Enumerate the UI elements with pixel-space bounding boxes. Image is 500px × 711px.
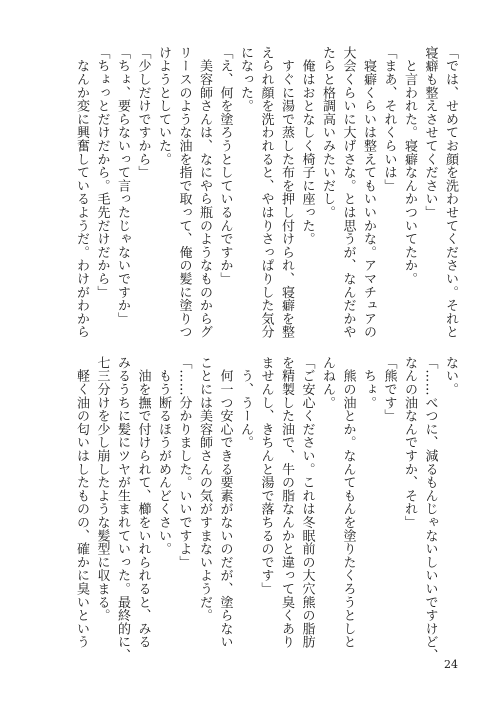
- text-block-upper: [40, 46, 460, 339]
- text-line: と言われた。寝癖なんかついてたか。: [402, 46, 417, 286]
- text-line: 「ご安心ください。これは冬眠前の大穴熊の脂肪: [299, 356, 315, 649]
- text-line: 「少しだけですから」: [135, 46, 151, 179]
- text-line: 軽く油の匂いはしたものの、確かに臭いという: [74, 356, 89, 649]
- text-line: ませんし、きちんと湯で落ちるのです」: [258, 356, 274, 596]
- text-line: 「熊です」: [381, 356, 397, 423]
- text-line: 大会くらいに大げさな。とは思うが、なんだかや: [340, 46, 356, 339]
- page-number: 24: [444, 658, 458, 671]
- text-line: んねん。: [320, 356, 335, 410]
- text-line: 「では、せめてお顔を洗わせてください。それと: [443, 46, 458, 339]
- text-line: 「……べつに、減るもんじゃないしいいですけど、: [422, 356, 438, 662]
- text-line: 油を撫で付けられて、櫛をいれられると、みる: [135, 356, 151, 649]
- text-line: もう断るほうがめんどくさい。: [156, 356, 171, 556]
- text-line: を精製した油で、牛の脂なんかと違って臭くあり: [279, 356, 294, 649]
- text-line: う、うーん。: [238, 356, 253, 450]
- text-line: 「ちょ、要らないって言ったじゃないですか」: [115, 46, 130, 326]
- text-line: 美容師さんは、なにやら瓶のようなものからグ: [197, 46, 212, 339]
- text-line: ない。: [443, 356, 458, 396]
- text-line: 何一つ安心できる要素がないのだが、塗らない: [217, 356, 233, 649]
- text-line: 寝癖も整えさせてください」: [422, 46, 438, 219]
- text-line: 俺はおとなしく椅子に座った。: [299, 46, 315, 246]
- text-line: たらと格調高いみたいだし。: [320, 46, 335, 219]
- text-line: なんの油なんですか、それ」: [402, 356, 417, 529]
- text-line: になった。: [238, 46, 253, 113]
- text-line: 「え、何を塗ろうとしているんですか」: [217, 46, 233, 286]
- text-line: けようとしていた。: [156, 46, 171, 166]
- text-line: リースのような油を指で取って、俺の髪に塗りつ: [176, 46, 192, 339]
- text-line: ことには美容師さんの気がすまないようだ。: [197, 356, 212, 622]
- text-line: 「ちょっとだけだから。毛先だけだから」: [94, 46, 110, 299]
- text-line: なんか変に興奮しているようだ。わけがわから: [74, 46, 89, 339]
- text-line: みるうちに髪にツヤが生まれていった。最終的に、: [115, 356, 130, 662]
- text-block-lower: [40, 356, 460, 662]
- text-line: すぐに湯で蒸した布を押し付けられ、寝癖を整: [279, 46, 294, 339]
- text-line: 「まあ、それくらいは」: [381, 46, 397, 193]
- text-line: 熊の油とか。なんてもんを塗りたくろうとしと: [340, 356, 356, 649]
- text-line: 七三分けを少し崩したような髪型に収まる。: [94, 356, 110, 622]
- text-line: ちょ。: [361, 356, 376, 410]
- text-line: 寝癖くらいは整えてもいいかな。アマチュアの: [361, 46, 376, 339]
- text-line: えられ顔を洗われると、やはりさっぱりした気分: [258, 46, 274, 339]
- text-line: 「……分かりました。いいですよ」: [176, 356, 192, 569]
